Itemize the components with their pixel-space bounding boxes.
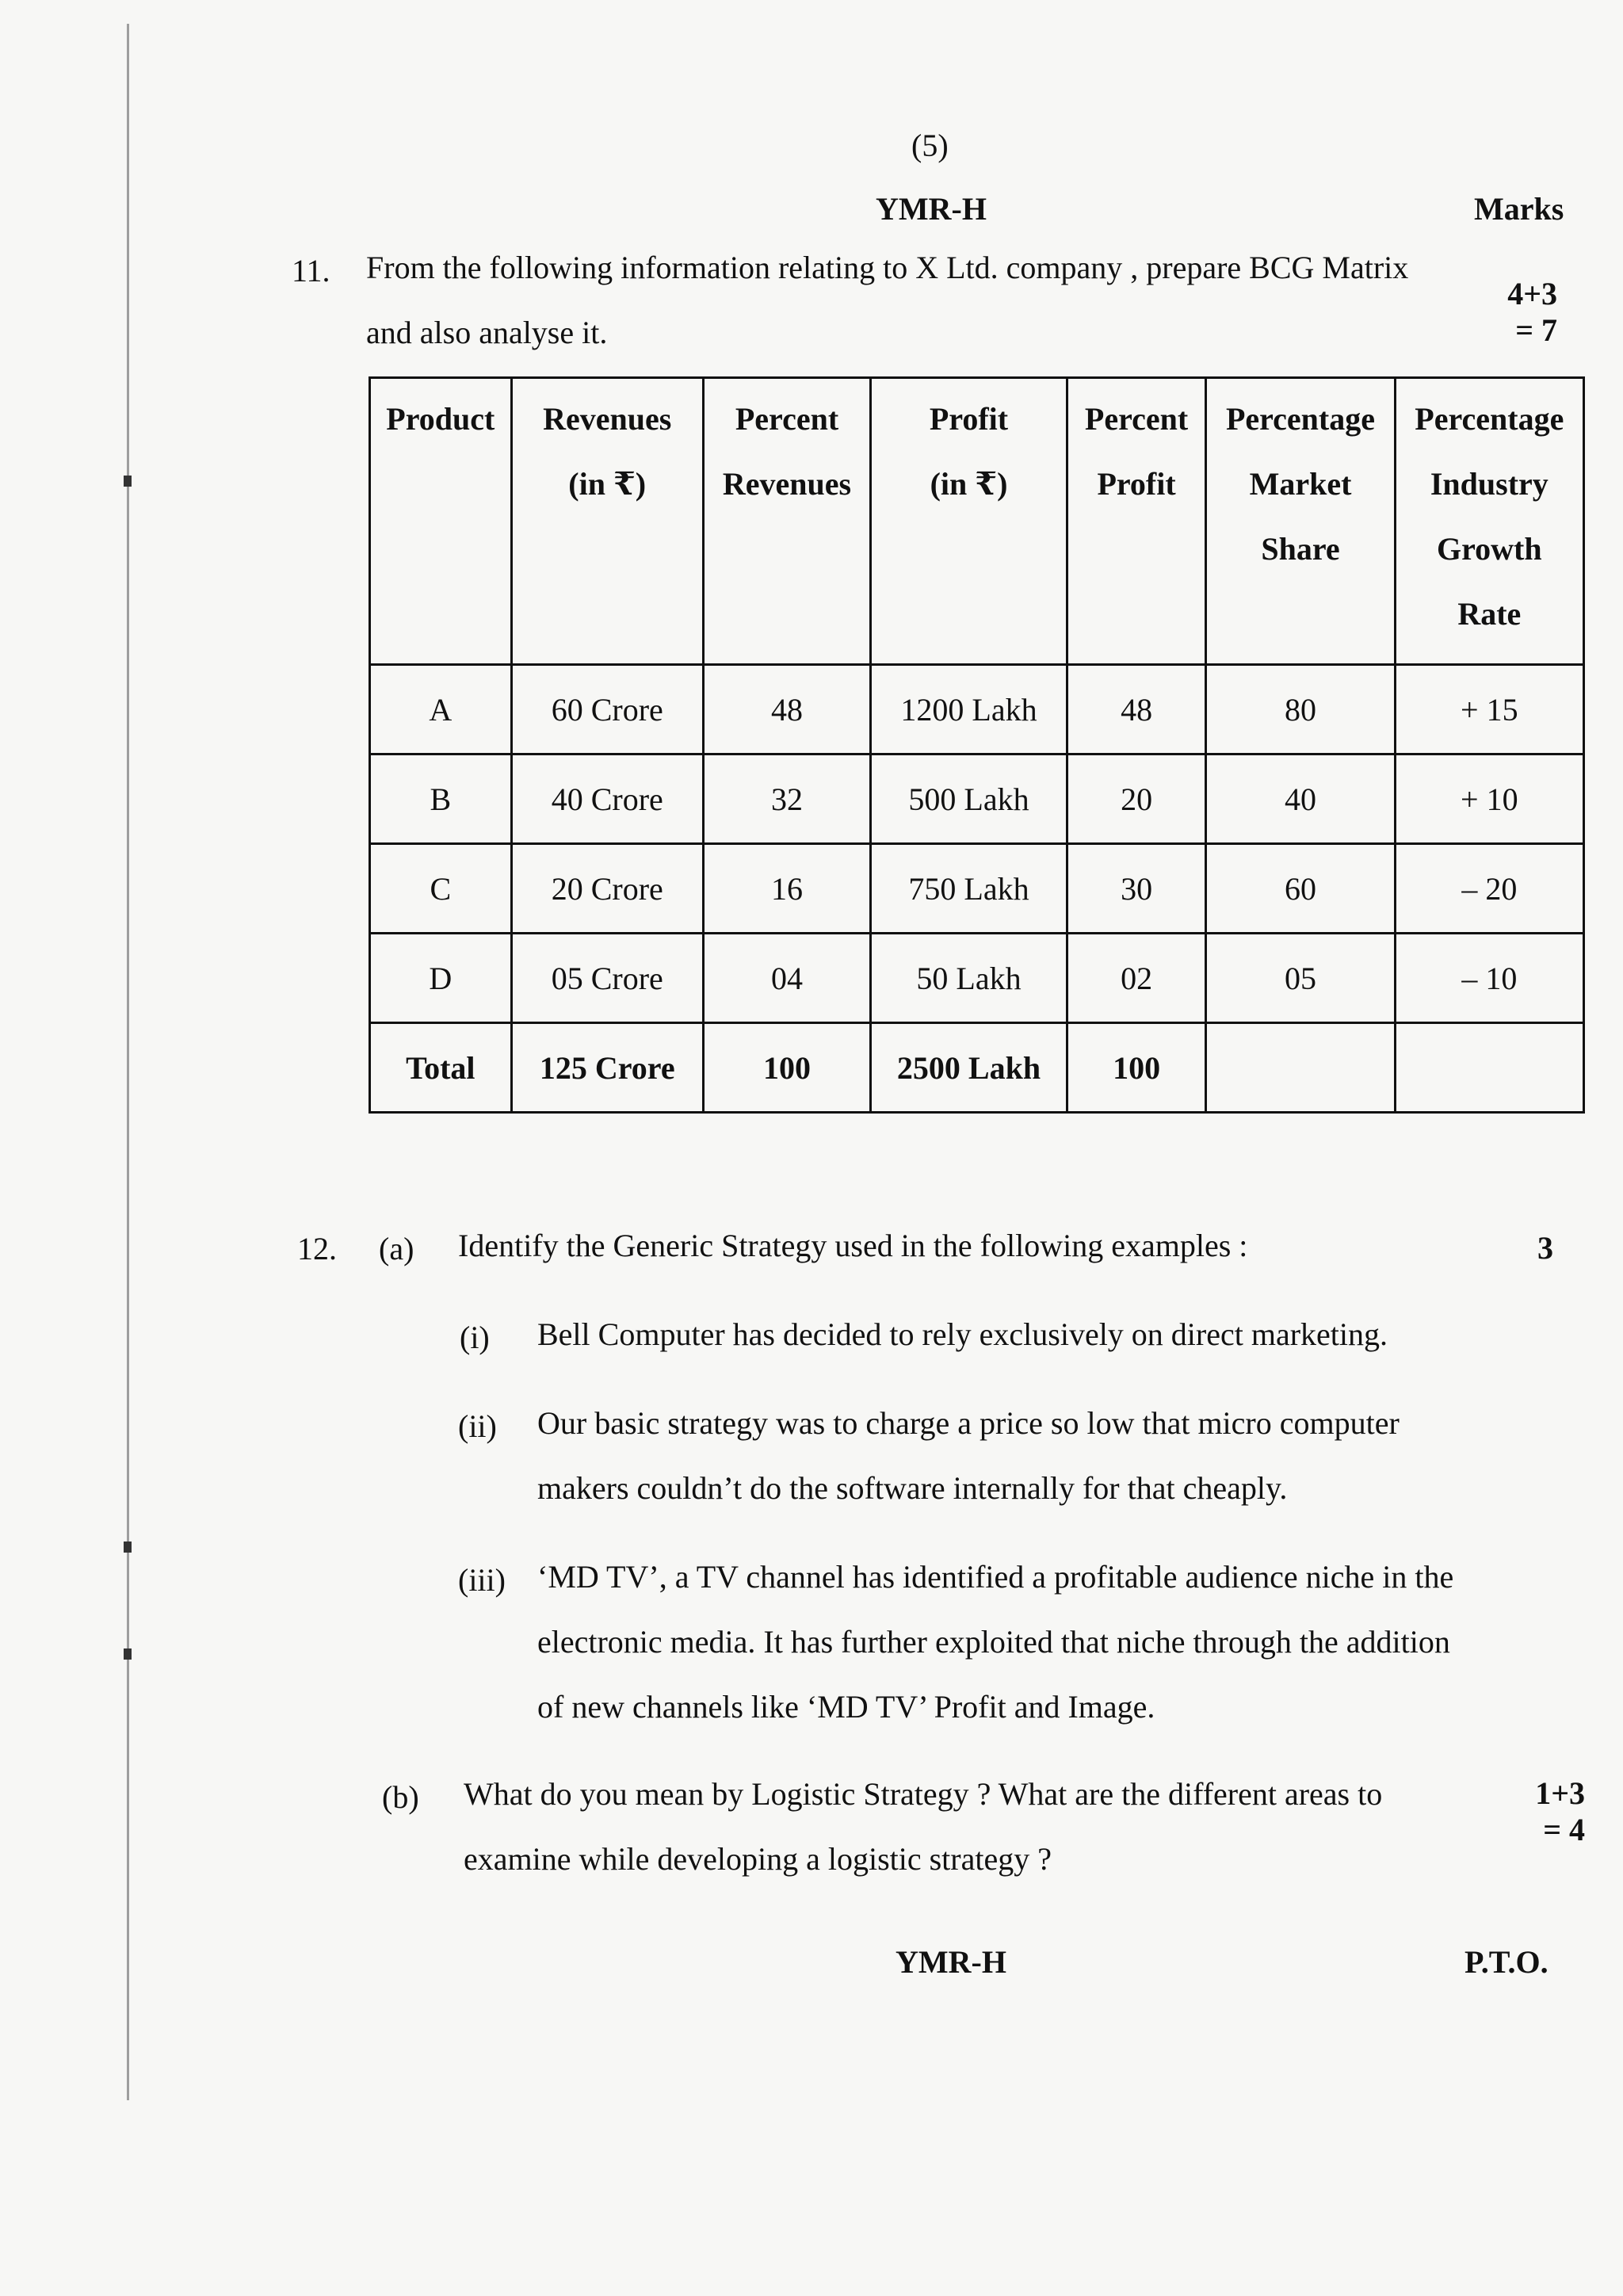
table-header-row: [370, 378, 1584, 665]
table-cell: 125 Crore: [511, 1023, 703, 1113]
page-number: (5): [911, 128, 949, 163]
header-line: (in ₹): [568, 466, 647, 502]
question-11-line-2: and also analyse it.: [366, 315, 608, 350]
table-cell: 750 Lakh: [871, 844, 1067, 934]
item-line: What do you mean by Logistic Strategy ? What are the different areas to: [464, 1776, 1383, 1812]
item-line: makers couldn’t do the software internally for that cheaply.: [537, 1470, 1288, 1506]
binder-hole-mark: [124, 476, 132, 487]
table-cell: Total: [370, 1023, 512, 1113]
header-line: Share: [1261, 531, 1340, 567]
item-ii-label: (ii): [458, 1408, 497, 1444]
header-product: [370, 378, 512, 665]
item-line: Bell Computer has decided to rely exclusively on direct marketing.: [537, 1316, 1388, 1352]
table-cell: 40: [1206, 755, 1395, 844]
bcg-data-table: [369, 376, 1585, 1114]
header-percent-profit: [1067, 378, 1206, 665]
table-total-row: [370, 1023, 1584, 1113]
item-line: ‘MD TV’, a TV channel has identified a profitable audience niche in the: [537, 1559, 1454, 1595]
header-line: Rate: [1457, 596, 1522, 632]
item-i-text: [537, 1302, 1520, 1367]
table-cell: 05: [1206, 934, 1395, 1023]
table-cell: 60: [1206, 844, 1395, 934]
question-11-text: [366, 235, 1491, 365]
please-turn-over: P.T.O.: [1465, 1944, 1549, 1980]
table-cell: 1200 Lakh: [871, 665, 1067, 755]
binder-hole-mark: [124, 1648, 132, 1660]
item-i-label: (i): [460, 1320, 490, 1355]
question-12a-text: Identify the Generic Strategy used in the following examples :: [458, 1228, 1248, 1263]
question-12b-text: [464, 1762, 1510, 1892]
item-ii-text: [537, 1391, 1520, 1521]
table-cell: 30: [1067, 844, 1206, 934]
table-cell: 500 Lakh: [871, 755, 1067, 844]
item-line: electronic media. It has further exploited that niche through the addition: [537, 1624, 1450, 1660]
question-11-marks: [1490, 276, 1557, 349]
header-line: Profit: [1097, 466, 1176, 502]
item-iii-label: (iii): [458, 1562, 506, 1598]
question-12b-marks: [1522, 1775, 1585, 1848]
header-percent-revenues: [703, 378, 870, 665]
header-line: Profit: [929, 401, 1009, 437]
header-industry-growth-rate: [1395, 378, 1583, 665]
paper-code-header: YMR-H: [876, 191, 987, 227]
header-line: Revenues: [543, 401, 672, 437]
marks-total: = 7: [1515, 312, 1557, 348]
table-cell: 20 Crore: [511, 844, 703, 934]
question-11-number: 11.: [292, 253, 330, 288]
header-line: Percentage: [1415, 401, 1564, 437]
table-cell: A: [370, 665, 512, 755]
table-cell: 2500 Lakh: [871, 1023, 1067, 1113]
table-cell: D: [370, 934, 512, 1023]
table-cell: 60 Crore: [511, 665, 703, 755]
table-cell: [1395, 1023, 1583, 1113]
header-line: (in ₹): [930, 466, 1008, 502]
header-profit: [871, 378, 1067, 665]
marks-breakdown: 1+3: [1535, 1775, 1585, 1811]
table-cell: 40 Crore: [511, 755, 703, 844]
table-cell: 16: [703, 844, 870, 934]
header-line: Percent: [735, 401, 839, 437]
header-line: Growth: [1437, 531, 1542, 567]
table-cell: + 15: [1395, 665, 1583, 755]
binder-hole-mark: [124, 1541, 132, 1553]
table-cell: 48: [703, 665, 870, 755]
table-cell: 100: [1067, 1023, 1206, 1113]
table-cell: 05 Crore: [511, 934, 703, 1023]
binder-edge-line: [127, 24, 129, 2100]
header-line: Percent: [1084, 401, 1189, 437]
table-row: [370, 934, 1584, 1023]
paper-code-footer: YMR-H: [896, 1944, 1006, 1980]
table-cell: 80: [1206, 665, 1395, 755]
marks-column-header: Marks: [1474, 191, 1564, 227]
table-row: [370, 665, 1584, 755]
question-12a-marks: 3: [1537, 1230, 1553, 1266]
table-cell: – 20: [1395, 844, 1583, 934]
marks-breakdown: 4+3: [1507, 276, 1557, 311]
table-cell: [1206, 1023, 1395, 1113]
header-market-share: [1206, 378, 1395, 665]
item-line: of new channels like ‘MD TV’ Profit and Image.: [537, 1689, 1155, 1725]
table-cell: 100: [703, 1023, 870, 1113]
header-line: Industry: [1430, 466, 1549, 502]
header-line: Market: [1249, 466, 1352, 502]
header-line: Product: [386, 401, 495, 437]
item-line: Our basic strategy was to charge a price so low that micro computer: [537, 1405, 1400, 1441]
table-cell: C: [370, 844, 512, 934]
table-cell: + 10: [1395, 755, 1583, 844]
marks-total: = 4: [1543, 1812, 1585, 1847]
table-cell: 48: [1067, 665, 1206, 755]
table-cell: 32: [703, 755, 870, 844]
table-cell: 02: [1067, 934, 1206, 1023]
table-cell: 20: [1067, 755, 1206, 844]
table-cell: – 10: [1395, 934, 1583, 1023]
question-11-line-1: From the following information relating to X Ltd. company , prepare BCG Matrix: [366, 250, 1409, 285]
header-line: Percentage: [1225, 401, 1375, 437]
table-cell: 04: [703, 934, 870, 1023]
table-cell: B: [370, 755, 512, 844]
item-line: examine while developing a logistic strategy ?: [464, 1841, 1052, 1877]
table-row: [370, 755, 1584, 844]
header-revenues: [511, 378, 703, 665]
table-cell: 50 Lakh: [871, 934, 1067, 1023]
item-iii-text: [537, 1545, 1520, 1740]
header-line: Revenues: [722, 466, 852, 502]
question-12b-label: (b): [382, 1779, 419, 1815]
question-12-number: 12.: [297, 1231, 337, 1266]
question-12a-label: (a): [379, 1231, 414, 1266]
table-row: [370, 844, 1584, 934]
